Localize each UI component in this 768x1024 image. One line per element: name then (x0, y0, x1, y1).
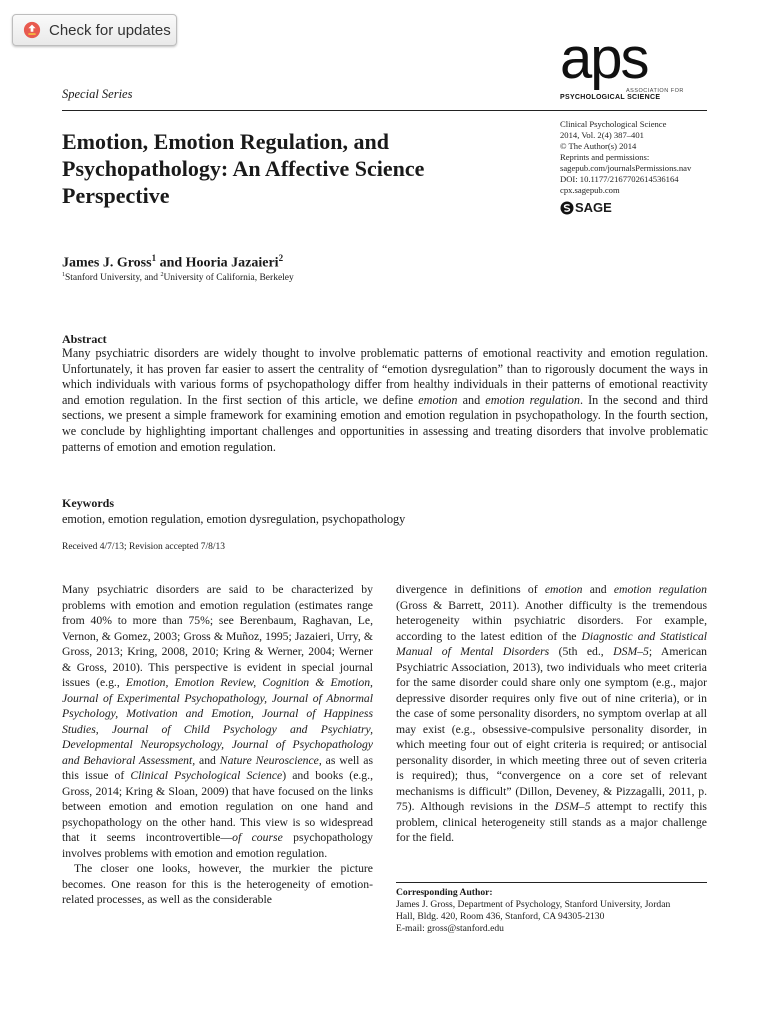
body-paragraph: The closer one looks, however, the murkier the picture becomes. One reason for this is the heterogeneity of emotion-related processes, as well as the considerable (62, 862, 373, 906)
abstract-heading: Abstract (62, 332, 107, 346)
corresponding-email[interactable]: E-mail: gross@stanford.edu (396, 923, 504, 934)
article-title: Emotion, Emotion Regulation, and Psychopathology: An Affective Science Perspective (62, 129, 425, 208)
body-text: (5th ed., (549, 645, 614, 658)
body-italic: Emotion, Emotion Review, Cognition & Emotion, Journal of Experimental Psychopathology, Journal of Abnormal Psychology, Motivation and Emotion, Journal of Happiness Studies, Journal of Child Psychology and Psychiatry, Developmental Neuropsychology, Journal of Psychopathology and Behavioral Assessment, (62, 676, 373, 767)
header-rule (62, 110, 707, 111)
body-italic: DSM–5 (554, 800, 591, 813)
series-label: Special Series (62, 87, 133, 101)
body-text: (Gross & Barrett, 2011). Another difficulty is the tremendous heterogeneity within psychiatric disorders. For example, according to the latest edition of the (396, 598, 707, 643)
meta-doi[interactable]: DOI: 10.1177/2167702614536164 (560, 174, 679, 184)
body-text: and (582, 583, 614, 596)
abstract-part: and (457, 392, 486, 407)
body-column-right (396, 582, 707, 846)
body-text: divergence in definitions of (396, 583, 545, 596)
body-italic: of course (232, 831, 283, 844)
body-column-left (62, 582, 373, 908)
body-text: Many psychiatric disorders are said to be characterized by problems with emotion and emotion regulation (estimates range from 40% to more than 75%; see Berenbaum, Raghavan, Le, Vernon, & Gomez, 2003; Gross & Muñoz, 1995; Jazaieri, Urry, & Gross, 2013; Kring, 2008, 2010; Kring & Werner, 2004; Werner & Gross, 2010). This perspective is evident in special journal issues (e.g., (62, 583, 373, 689)
body-text: attempt to rectify this problem, clinical heterogeneity still stands as a major challenge for the field. (396, 800, 707, 844)
sage-logo-text: SAGE (575, 200, 612, 215)
body-italic: Clinical Psychological Science (130, 769, 283, 782)
sage-logo (560, 200, 612, 215)
author-line (62, 253, 283, 272)
affiliations (62, 272, 294, 283)
keywords-heading: Keywords (62, 496, 114, 510)
meta-site[interactable]: cpx.sagepub.com (560, 185, 620, 195)
author-1-affil: 1 (151, 253, 157, 263)
aps-logo (560, 26, 710, 101)
corresponding-line: Hall, Bldg. 420, Room 436, Stanford, CA 94305-2130 (396, 911, 605, 922)
abstract-em: emotion regulation (485, 392, 580, 407)
body-text: ; American Psychiatric Association, 2013), two individuals who meet criteria for the same disorder could share only one symptom (e.g., major depressive disorder requires only five out of nine criteria), or in the case of some personality disorders, no symptom overlap at all may exist (e.g., obsessive-compulsive personality disorder, in which meeting four out of eight criteria is required; or antisocial personality disorder, in which meeting three out of seven criteria is required); thus, “convergence on a core set of relevant mechanisms is difficult” (Dillon, Deveney, & Pizzagalli, 2011, p. 75). Although revisions in the (396, 645, 707, 813)
affil-1: Stanford University, and (65, 273, 161, 284)
aps-logo-assoc: ASSOCIATION FOR (626, 88, 684, 94)
journal-meta (560, 119, 730, 196)
meta-copyright: © The Author(s) 2014 (560, 141, 637, 151)
meta-reprints-url[interactable]: sagepub.com/journalsPermissions.nav (560, 163, 692, 173)
abstract-part: Many psychiatric disorders are widely thought to involve problematic patterns of emotional reactivity and emotion regulation. Unfortunately, it has proven far easier to assert the centrality of “emotion dysregulation” than to rigorously document the ways in which individuals with various forms of psychopathology differ from healthy individuals in their patterns of emotional reactivity and emotion regulation. In the first section of this article, we define (62, 346, 708, 407)
body-text: ) and books (e.g., Gross, 2014; Kring & Sloan, 2009) that have focused on the links between emotion and emotion regulation on one hand and psychopathology on the other hand. This view is so widespread that it seems incontrovertible— (62, 769, 373, 844)
meta-journal: Clinical Psychological Science (560, 119, 667, 129)
author-2-affil: 2 (278, 253, 284, 263)
body-italic: Nature Neuroscience, (219, 753, 322, 767)
abstract-em: emotion (418, 392, 458, 407)
corresponding-heading: Corresponding Author: (396, 887, 493, 898)
aps-logo-word: aps (560, 26, 648, 91)
aps-logo-name: PSYCHOLOGICAL SCIENCE (560, 94, 661, 101)
body-italic: emotion regulation (613, 583, 707, 596)
affil-1-mark: 1 (62, 272, 65, 278)
abstract-text (62, 346, 708, 455)
check-for-updates-button[interactable] (12, 14, 177, 46)
corresponding-rule (396, 882, 707, 883)
body-paragraph (62, 582, 373, 861)
sage-mark-icon (560, 201, 574, 215)
body-text: as well as this issue of (62, 753, 373, 782)
body-text: psychopathology involves problems with emotion and emotion regulation. (62, 831, 374, 860)
check-updates-icon (23, 21, 41, 39)
meta-reprints: Reprints and permissions: (560, 152, 650, 162)
body-italic: DSM–5 (613, 645, 649, 658)
body-text: and (195, 753, 220, 767)
body-paragraph (396, 582, 707, 846)
author-and: and (159, 255, 183, 271)
check-for-updates-label: Check for updates (49, 21, 171, 39)
corresponding-author (396, 887, 716, 935)
keywords-text: emotion, emotion regulation, emotion dysregulation, psychopathology (62, 512, 406, 526)
affil-2: University of California, Berkeley (163, 273, 294, 284)
body-italic: Diagnostic and Statistical Manual of Mental Disorders (396, 629, 707, 658)
received-dates: Received 4/7/13; Revision accepted 7/8/13 (62, 542, 226, 552)
corresponding-line: James J. Gross, Department of Psychology, Stanford University, Jordan (396, 899, 671, 910)
body-italic: emotion (544, 583, 583, 596)
author-1: James J. Gross (62, 255, 152, 271)
author-2: Hooria Jazaieri (185, 255, 279, 271)
affil-2-mark: 2 (160, 272, 164, 278)
meta-volume: 2014, Vol. 2(4) 387–401 (560, 130, 644, 140)
abstract-part: . In the second and third sections, we present a simple framework for examining emotion and emotion regulation in psychopathology. In the fourth section, we conclude by highlighting important challenges and opportunities in assessing and treating disorders that involve problematic patterns of emotion and emotion regulation. (62, 392, 708, 454)
